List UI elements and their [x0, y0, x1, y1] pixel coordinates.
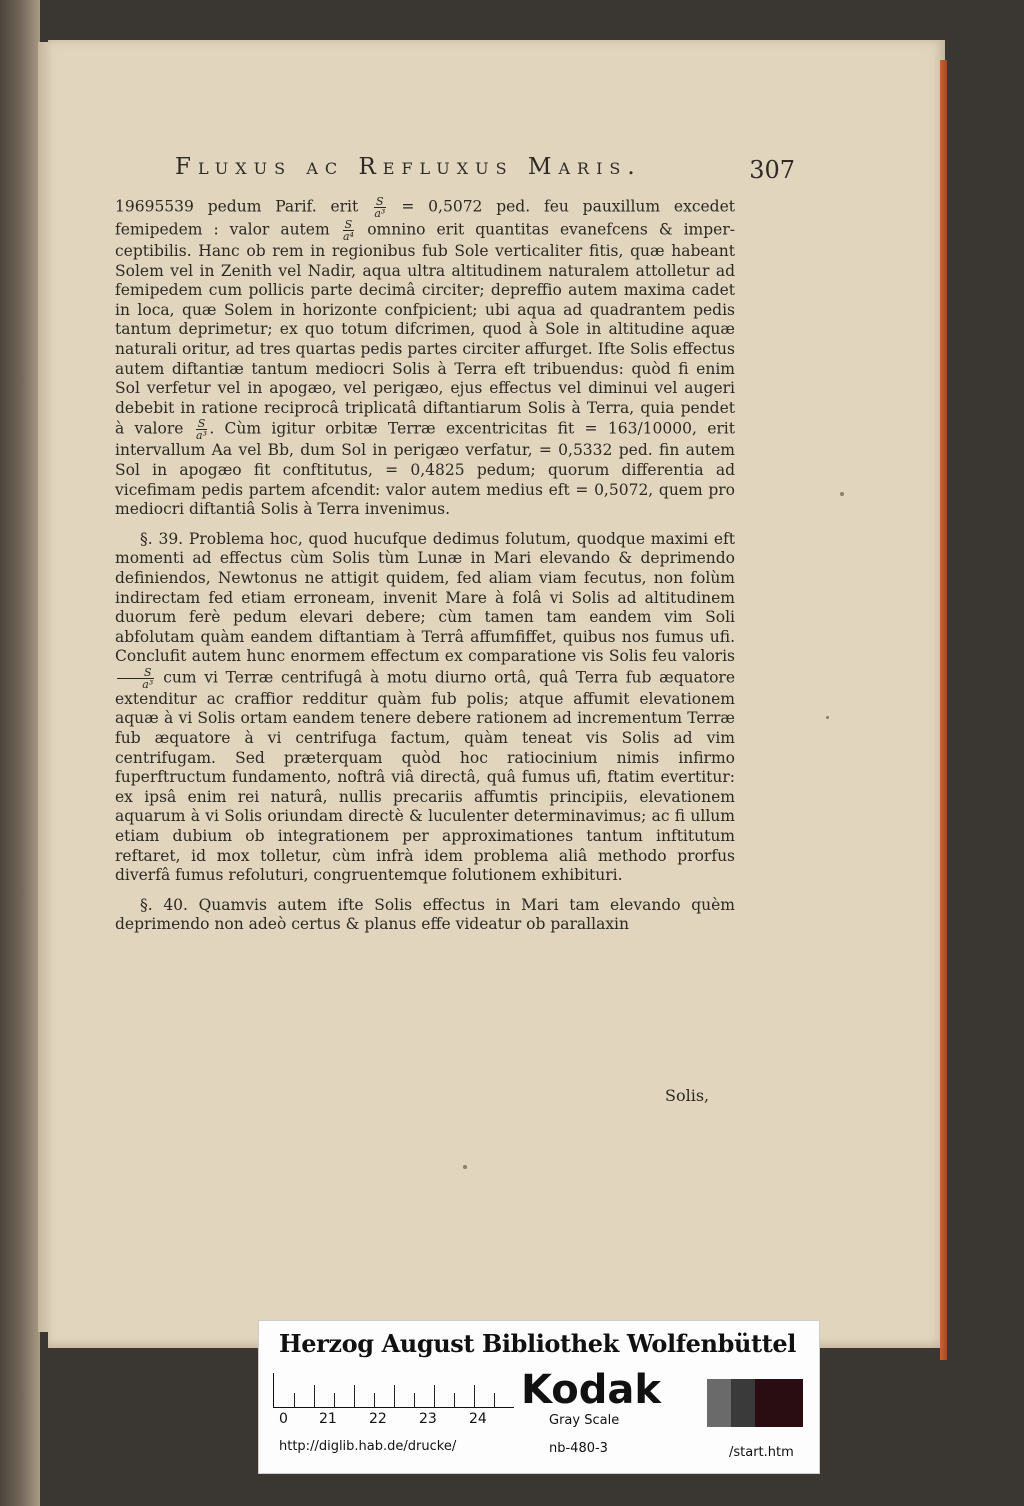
- fraction: [343, 219, 355, 242]
- paper-speck: [840, 492, 844, 496]
- shelf-code: nb-480-3: [549, 1441, 608, 1456]
- gray-scale-label: Gray Scale: [549, 1413, 620, 1428]
- ruler-number: 22: [369, 1411, 387, 1427]
- fraction: [196, 418, 208, 441]
- source-url: http://diglib.hab.de/drucke/: [279, 1439, 457, 1454]
- text-block: ceptibilis. Hanc ob rem in regionibus fub Sole verticaliter fitis, quæ habeant Solem vel in Zenith vel Nadir, aqua ultra altitudinem naturalem attolletur ad femipedem cum pollicis parte decimâ circiter; depreffio autem maxima cadet in loca, quæ Solem in horizonte confpicient; ubi aqua ad quadrantem pedis tantum deprimetur; ex quo totum difcrimen, quod à Sole in altitudine aquæ naturali oritur, ad tres quartas pedis partes circiter affurget. Ifte Solis effectus autem diftantiæ tantum mediocri Solis à Terra eft tribuendus: quòd fi enim Sol verfetur vel in apogæo, vel perigæo, ejus effectus vel diminui vel augeri debebit in ratione reciprocâ triplicatâ diftantiarum Solis à Terra, quia pendet à valore: [115, 242, 735, 438]
- fraction: [117, 667, 154, 690]
- ruler-tick: [314, 1385, 315, 1407]
- text-block: cum vi Terræ centrifugâ à motu diurno ortâ, quâ Terra fub æquatore extenditur ac craffior redditur quàm fub polis; atque affumit elevationem aquæ à vi Solis ortam eandem tenere debere rationem ad incrementum Terræ fub æquatore à vi centrifuga factum, quàm teneat vis Solis ad vim centrifugam. Sed præterquam quòd hoc ratiocinium nimis infirmo fuperftructum fundamento, noftrâ viâ directâ, quâ fumus ufi, ftatim evertitur: ex ipsâ enim rei naturâ, nullis precariis affumtis principiis, elevationem aquarum à vi Solis oriundam directè & luculenter determinavimus; ac fi ullum etiam dubium ob integrationem per approximationes tantum inftitutum reftaret, id mox tolletur, cùm infrà idem problema aliâ methodo prorfus diverfâ fumus refoluturi, congruentemque folutionem exhibituri.: [115, 668, 735, 885]
- numerator: S: [376, 195, 384, 208]
- numerator: S: [117, 667, 154, 679]
- book-spine-edge: [0, 0, 40, 1506]
- paragraph-section-40: [115, 896, 735, 935]
- library-title: Herzog August Bibliothek Wolfenbüttel: [279, 1329, 796, 1358]
- text-block: §. 40. Quamvis autem ifte Solis effectus in Mari tam elevando quèm deprimendo non adeò certus & planus effe videatur ob parallaxin: [115, 895, 735, 934]
- ruler-tick: [494, 1393, 495, 1407]
- denominator: a³: [196, 429, 208, 443]
- denominator: a⁴: [342, 230, 354, 243]
- page-fore-edge: [940, 60, 947, 1360]
- gray-swatch: [707, 1379, 731, 1427]
- text-line: omnino erit quantitas evanefcens & imper-: [367, 220, 735, 239]
- numerator: S: [197, 417, 206, 431]
- paragraph-section-39: [115, 530, 735, 886]
- ruler-number: 0: [279, 1411, 288, 1427]
- ruler-tick: [434, 1385, 435, 1407]
- text-line: 19695539 pedum Parif. erit: [115, 197, 359, 216]
- denominator: a³: [374, 207, 386, 220]
- page-header: [175, 150, 795, 190]
- page-number: 307: [749, 156, 795, 184]
- ruler-tick: [334, 1393, 335, 1407]
- paragraph-continuation: [115, 196, 735, 520]
- numerator: S: [344, 218, 353, 231]
- ruler-tick: [454, 1393, 455, 1407]
- page-body: [115, 196, 735, 945]
- start-page-label: /start.htm: [729, 1445, 794, 1460]
- fraction: [374, 196, 386, 219]
- ruler-number: 24: [469, 1411, 487, 1427]
- text-block: . Cùm igitur orbitæ Terræ excentricitas fit = 163/10000, erit intervallum Aa vel Bb, dum Sol in perigæo verfatur, = 0,5332 ped. fin autem Sol in apogæo fit conftitutus, = 0,4825 pedum; quorum differentia ad vicefimam pedis partem afcendit: valor autem medius eft = 0,5072, quem pro mediocri diftantiâ Solis à Terra invenimus.: [115, 419, 735, 519]
- text-line: femipedem : valor autem: [115, 220, 330, 239]
- paper-speck: [463, 1165, 467, 1169]
- ruler-tick: [294, 1393, 295, 1407]
- catchword: Solis,: [665, 1086, 710, 1105]
- kodak-color-bar: [258, 1320, 820, 1474]
- text-line: = 0,5072 ped. feu pauxillum excedet: [401, 197, 735, 216]
- gray-swatch: [731, 1379, 755, 1427]
- ruler-tick: [374, 1393, 375, 1407]
- running-title: Fluxus ac Refluxus Maris.: [175, 154, 642, 180]
- ruler-tick: [394, 1385, 395, 1407]
- kodak-logo: Kodak: [521, 1367, 661, 1413]
- ruler-tick: [414, 1393, 415, 1407]
- ruler-number: 21: [319, 1411, 337, 1427]
- text-block: §. 39. Problema hoc, quod hucufque dedimus folutum, quodque maximi eft momenti ad effectus cùm Solis tùm Lunæ in Mari elevando & deprimendo definiendos, Newtonus ne attigit quidem, fed aliam viam fecutus, non folùm indirectam fed etiam erroneam, invenit Mare à folâ vi Solis ad altitudinem duorum ferè pedum elevari debere; cùm tamen tam eandem vim Soli abfolutam quàm eandem diftantiam à Terrâ affumfiffet, quibus nos fumus ufi. Conclufit autem hunc enormem effectum ex comparatione vis Solis feu valoris: [115, 529, 735, 666]
- ruler-tick: [474, 1385, 475, 1407]
- paper-speck: [826, 716, 829, 719]
- denominator: a³: [142, 677, 154, 691]
- ruler-tick: [354, 1385, 355, 1407]
- ruler-number: 23: [419, 1411, 437, 1427]
- scale-ruler: [273, 1373, 514, 1408]
- dark-swatch: [755, 1379, 803, 1427]
